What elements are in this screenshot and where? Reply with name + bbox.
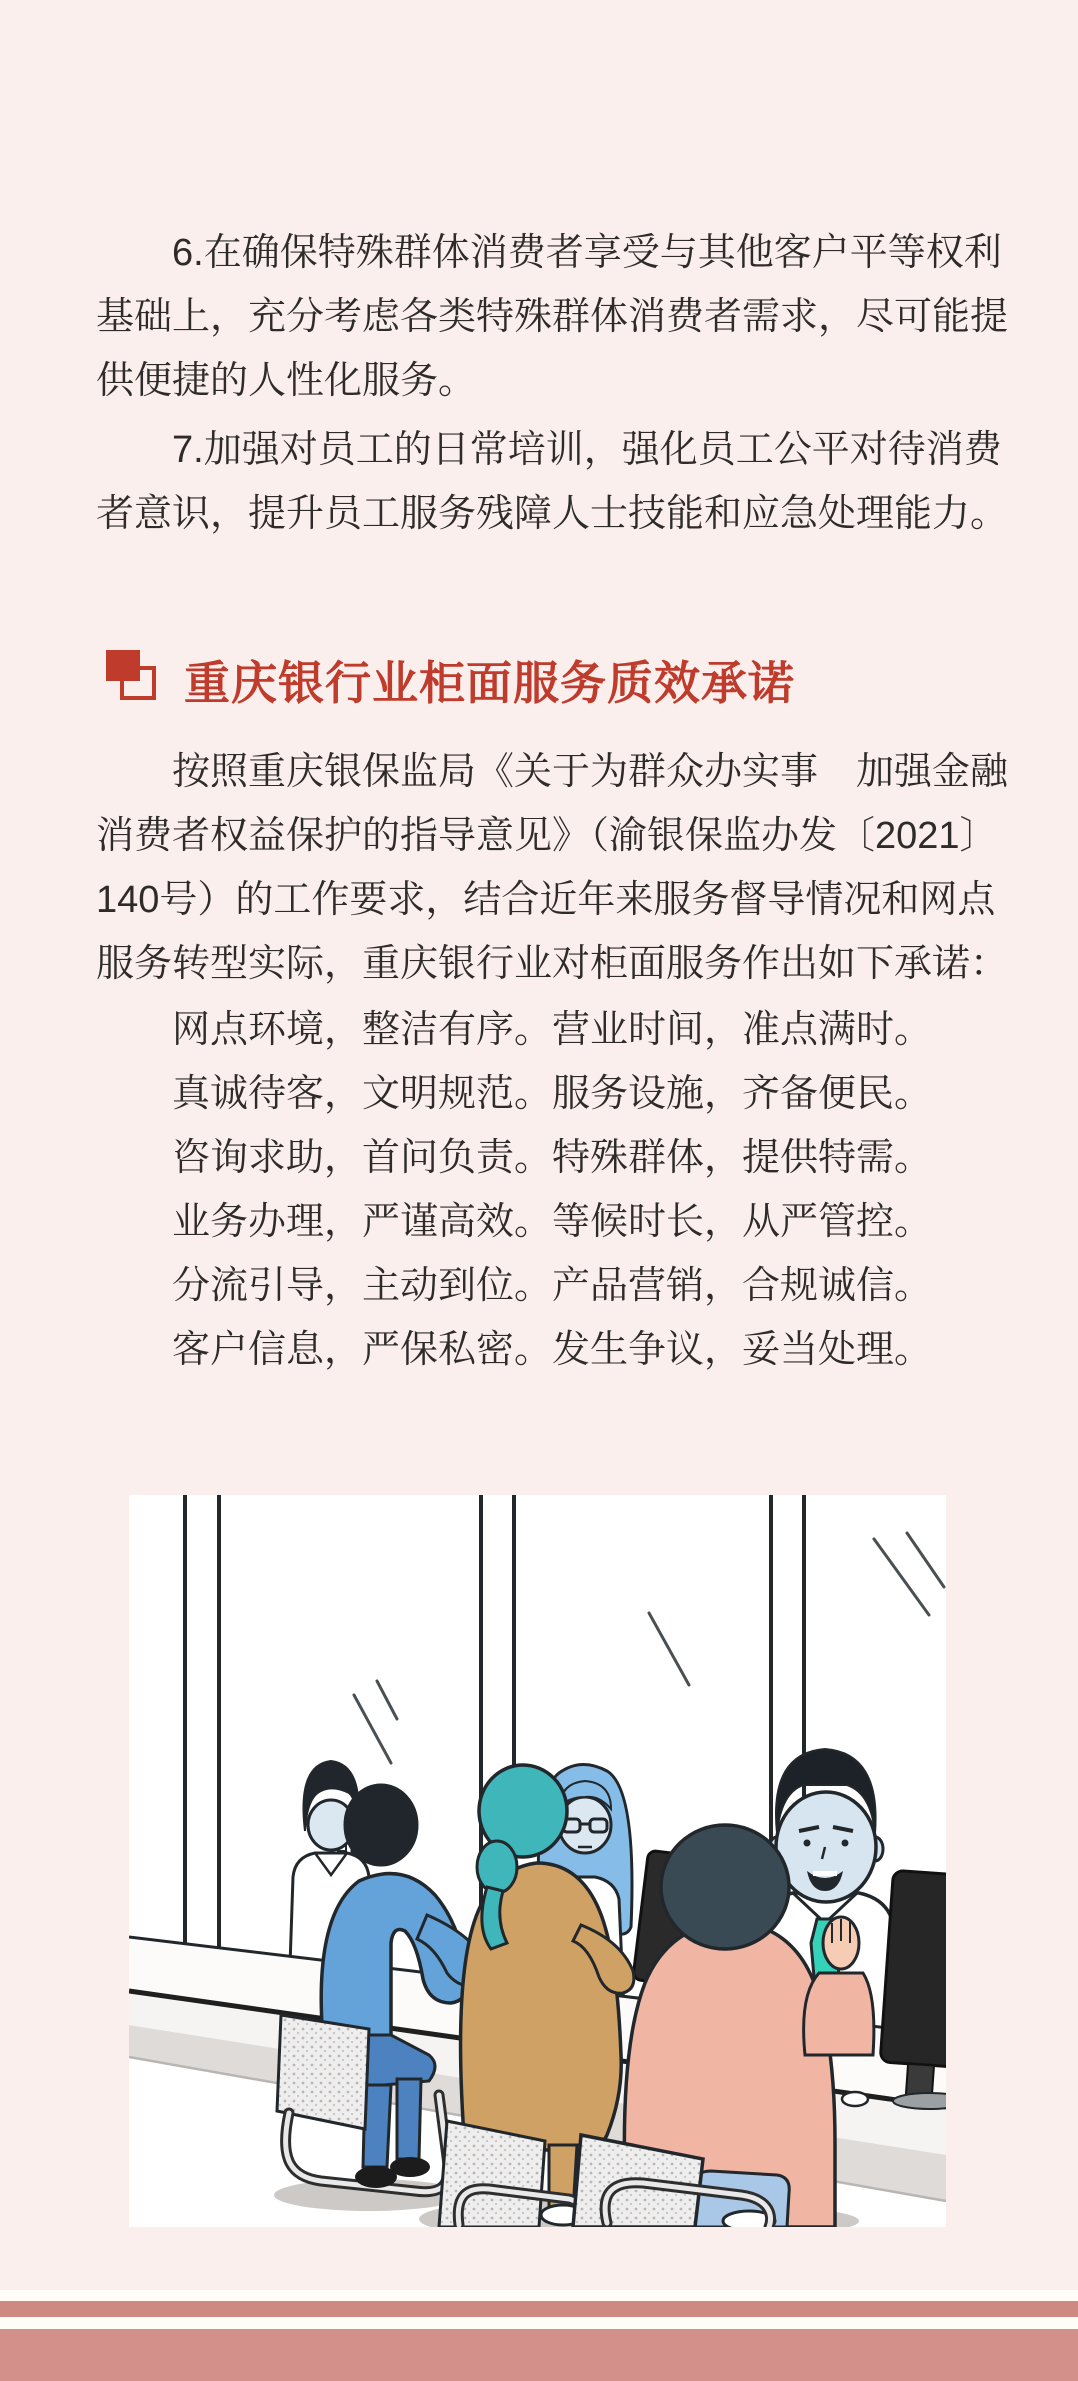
footer-stripe-rose-1	[0, 2301, 1078, 2317]
promise-line: 客户信息，严保私密。发生争议，妥当处理。	[172, 1329, 933, 1371]
text-line: 6.在确保特殊群体消费者享受与其他客户平等权利	[172, 232, 1002, 274]
promise-list	[96, 998, 982, 1382]
promise-line: 网点环境，整洁有序。营业时间，准点满时。	[172, 1009, 933, 1051]
text-line: 者意识，提升员工服务残障人士技能和应急处理能力。	[96, 493, 1009, 535]
text-line: 按照重庆银保监局《关于为群众办实事 加强金融	[172, 751, 1009, 793]
text-line: 服务转型实际，重庆银行业对柜面服务作出如下承诺：	[96, 943, 1009, 985]
text-line: 供便捷的人性化服务。	[96, 360, 477, 402]
section-title: 重庆银行业柜面服务质效承诺	[184, 657, 795, 709]
text-line: 140号）的工作要求，结合近年来服务督导情况和网点	[96, 879, 996, 921]
text-line: 消费者权益保护的指导意见》（渝银保监办发〔2021〕	[96, 815, 998, 857]
section-heading	[96, 645, 982, 715]
promise-line: 分流引导，主动到位。产品营销，合规诚信。	[172, 1265, 933, 1307]
text-line: 7.加强对员工的日常培训，强化员工公平对待消费	[172, 429, 1002, 471]
intro-paragraph	[96, 740, 1009, 996]
promise-line: 咨询求助，首问负责。特殊群体，提供特需。	[172, 1137, 933, 1179]
promise-line: 业务办理，严谨高效。等候时长，从严管控。	[172, 1201, 933, 1243]
overlapping-squares-icon	[106, 650, 158, 700]
paragraph-7	[96, 418, 1009, 546]
bank-counter-illustration	[129, 1495, 946, 2227]
footer-stripe-white-2	[0, 2317, 1078, 2329]
footer-stripe-white-1	[0, 2290, 1078, 2301]
text-line: 基础上，充分考虑各类特殊群体消费者需求，尽可能提	[96, 296, 1009, 338]
footer-stripe-rose-2	[0, 2329, 1078, 2381]
promise-line: 真诚待客，文明规范。服务设施，齐备便民。	[172, 1073, 933, 1115]
paragraph-6	[96, 221, 1009, 413]
filled-square	[106, 650, 140, 681]
